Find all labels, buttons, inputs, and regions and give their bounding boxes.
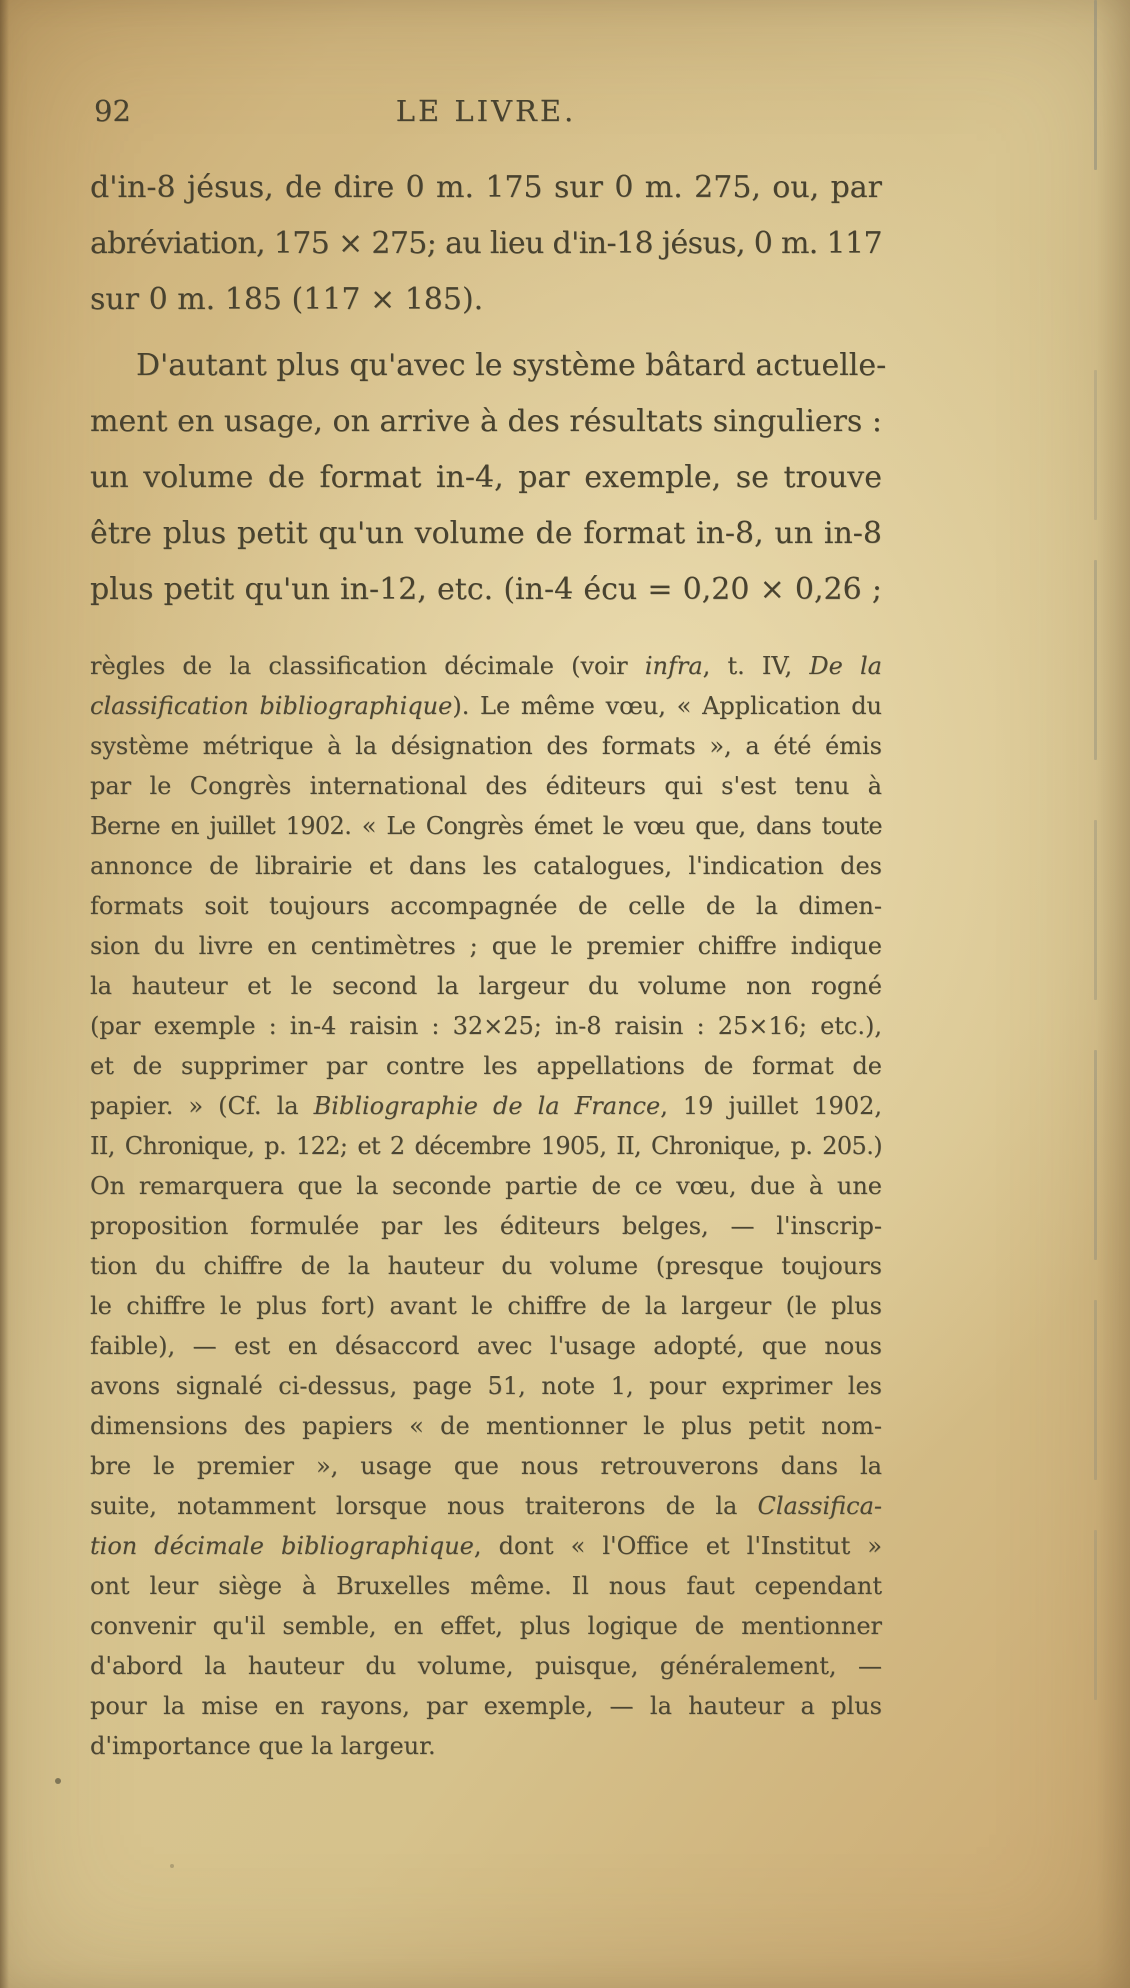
paragraph-1 [90, 160, 882, 328]
text-line [90, 160, 882, 216]
italic-text: Bibliographie de la France [313, 1092, 661, 1120]
text-segment: d'in-8 jésus, de dire 0 m. 175 sur 0 m. 275, ou, par [90, 170, 882, 205]
italic-text: infra [644, 652, 703, 680]
text-segment: sion du livre en centimètres ; que le premier chiffre indique [90, 932, 882, 960]
text-segment: convenir qu'il semble, en effet, plus logique de mentionner [90, 1612, 882, 1640]
page-edge-mark [1094, 1300, 1097, 1480]
page-edge-mark [1094, 0, 1097, 170]
page-edge-mark [1094, 1530, 1097, 1700]
text-line [90, 1686, 882, 1726]
text-segment: , t. IV, [702, 652, 810, 680]
text-line [90, 272, 882, 328]
text-segment: par le Congrès international des éditeurs qui s'est tenu à [90, 772, 882, 800]
text-line [90, 506, 882, 562]
text-line [90, 216, 882, 272]
text-segment: II, Chronique, p. 122; et 2 décembre 1905, II, Chronique, p. 205.) [90, 1132, 882, 1160]
text-segment: avons signalé ci-dessus, page 51, note 1, pour exprimer les [90, 1372, 882, 1400]
text-segment: papier. » (Cf. la [90, 1092, 314, 1120]
text-line [90, 1086, 882, 1126]
text-line [90, 1446, 882, 1486]
text-segment: suite, notamment lorsque nous traiterons de la [90, 1492, 758, 1520]
text-line [90, 1486, 882, 1526]
paper-speck [170, 1864, 174, 1868]
text-segment: tion du chiffre de la hauteur du volume (presque toujours [90, 1252, 882, 1280]
text-line [90, 1046, 882, 1086]
text-segment: bre le premier », usage que nous retrouverons dans la [90, 1452, 882, 1480]
text-segment: , dont « l'Office et l'Institut » [473, 1532, 882, 1560]
page-edge-mark [1094, 560, 1097, 760]
italic-text: Classifica- [757, 1492, 882, 1520]
text-segment: abréviation, 175 × 275; au lieu d'in-18 jésus, 0 m. 117 [90, 226, 882, 261]
page-header [90, 94, 882, 136]
text-line [90, 1726, 882, 1766]
text-segment: annonce de librairie et dans les catalogues, l'indication des [90, 852, 882, 880]
text-segment: faible), — est en désaccord avec l'usage adopté, que nous [90, 1332, 882, 1360]
text-segment: plus petit qu'un in-12, etc. (in-4 écu = 0,20 × 0,26 ; [90, 572, 882, 607]
text-segment: ont leur siège à Bruxelles même. Il nous faut cependant [90, 1572, 882, 1600]
italic-text: classification bibliographique [90, 692, 453, 720]
text-line [90, 1566, 882, 1606]
text-line [90, 1286, 882, 1326]
text-line [90, 1206, 882, 1246]
text-segment: Berne en juillet 1902. « Le Congrès émet le vœu que, dans toute [90, 812, 882, 840]
text-segment: ment en usage, on arrive à des résultats singuliers : [90, 404, 882, 439]
text-segment: proposition formulée par les éditeurs belges, — l'inscrip- [90, 1212, 882, 1240]
text-segment: , 19 juillet 1902, [660, 1092, 882, 1120]
text-segment: d'importance que la largeur. [90, 1732, 436, 1760]
text-line [90, 1606, 882, 1646]
text-segment: règles de la classification décimale (voir [90, 652, 645, 680]
text-segment: la hauteur et le second la largeur du volume non rogné [90, 972, 882, 1000]
text-line [90, 886, 882, 926]
text-segment: sur 0 m. 185 (117 × 185). [90, 282, 484, 317]
text-line [90, 1526, 882, 1566]
text-segment: et de supprimer par contre les appellations de format de [90, 1052, 882, 1080]
page-edge-mark [1094, 1050, 1097, 1260]
text-line [90, 686, 882, 726]
italic-text: De la [809, 652, 882, 680]
text-line [90, 1006, 882, 1046]
text-segment: dimensions des papiers « de mentionner le plus petit nom- [90, 1412, 882, 1440]
page-number: 92 [94, 94, 131, 128]
text-segment: d'abord la hauteur du volume, puisque, généralement, — [90, 1652, 882, 1680]
text-segment: D'autant plus qu'avec le système bâtard actuelle- [136, 348, 887, 383]
text-line [90, 926, 882, 966]
page-edge-mark [1094, 820, 1097, 1000]
text-segment: (par exemple : in-4 raisin : 32×25; in-8 raisin : 25×16; etc.), [90, 1012, 882, 1040]
text-line [90, 562, 882, 618]
text-line [90, 846, 882, 886]
text-segment: le chiffre le plus fort) avant le chiffre de la largeur (le plus [90, 1292, 882, 1320]
text-segment: ). Le même vœu, « Application du [452, 692, 883, 720]
text-line [90, 450, 882, 506]
page-edge-mark [1094, 370, 1097, 520]
text-segment: formats soit toujours accompagnée de celle de la dimen- [90, 892, 882, 920]
text-line [90, 966, 882, 1006]
text-line [90, 806, 882, 846]
paragraph-2 [90, 338, 887, 618]
text-line [90, 646, 882, 686]
text-line [90, 1366, 882, 1406]
page-right-edge-shadow [1096, 0, 1130, 1988]
text-line [90, 394, 882, 450]
text-segment: un volume de format in-4, par exemple, se trouve [90, 460, 882, 495]
text-line [90, 1406, 882, 1446]
page-left-edge-shadow [0, 0, 9, 1988]
running-title: LE LIVRE. [395, 94, 577, 128]
footnote [90, 646, 882, 1766]
paper-speck [55, 1778, 61, 1784]
text-line [90, 1246, 882, 1286]
italic-text: tion décimale bibliographique [90, 1532, 474, 1560]
text-line [90, 1166, 882, 1206]
text-segment: pour la mise en rayons, par exemple, — la hauteur a plus [90, 1692, 882, 1720]
text-line [90, 338, 887, 394]
text-segment: système métrique à la désignation des formats », a été émis [90, 732, 882, 760]
text-line [90, 1646, 882, 1686]
text-line [90, 1126, 882, 1166]
text-line [90, 1326, 882, 1366]
text-line [90, 726, 882, 766]
text-segment: être plus petit qu'un volume de format in-8, un in-8 [90, 516, 882, 551]
text-line [90, 766, 882, 806]
text-segment: On remarquera que la seconde partie de ce vœu, due à une [90, 1172, 882, 1200]
